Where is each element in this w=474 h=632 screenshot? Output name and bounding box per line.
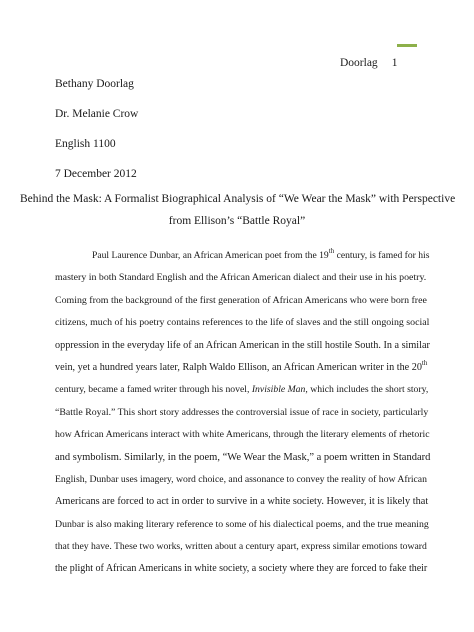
paragraph-line: and symbolism. Similarly, in the poem, “We Wear the Mask,” a poem written in Standard: [55, 451, 431, 463]
paragraph-line: [55, 245, 429, 267]
page-accent-bar: [397, 44, 417, 47]
superscript: th: [421, 358, 428, 367]
text-run: Paul Laurence Dunbar, an African American poet from the 19: [92, 250, 329, 261]
mla-heading: [55, 73, 138, 193]
essay-date: 7 December 2012: [55, 168, 137, 180]
student-name: Bethany Doorlag: [55, 78, 134, 90]
paragraph-line: “Battle Royal.” This short story addresses the controversial issue of race in society, particularly: [55, 406, 429, 418]
paragraph-line: [55, 379, 429, 401]
superscript: th: [328, 247, 335, 255]
text-run: , which includes the short story,: [305, 384, 429, 396]
paragraph-line: mastery in both Standard English and the African American dialect and their use in his poetry.: [55, 272, 427, 284]
title-line-2: from Ellison’s “Battle Royal”: [168, 215, 306, 227]
title-line-1: Behind the Mask: A Formalist Biographical Analysis of “We Wear the Mask” with Perspective: [20, 193, 456, 205]
paragraph-line: English, Dunbar uses imagery, word choice, and assonance to convey the reality of how African: [55, 473, 427, 485]
header-surname: Doorlag: [340, 57, 378, 69]
paragraph-line: citizens, much of his poetry contains references to the life of slaves and the still ongoing social: [55, 317, 430, 329]
essay-title: [20, 188, 454, 232]
text-run: century, is famed for his: [334, 250, 430, 261]
paragraph-line: the plight of African Americans in white society, a society where they are forced to fake their: [55, 563, 428, 575]
course-name: English 1100: [55, 138, 116, 150]
essay-paragraph: [55, 245, 429, 581]
paragraph-line: Americans are forced to act in order to survive in a white society. However, it is likely that: [55, 496, 429, 508]
paragraph-line: [55, 357, 429, 379]
paragraph-line: oppression in the everyday life of an African American in the still hostile South. In a similar: [55, 339, 430, 351]
paragraph-line: Coming from the background of the first generation of African Americans who were born free: [55, 294, 427, 306]
book-title-italic: Invisible Man: [251, 384, 306, 396]
paragraph-line: Dunbar is also making literary reference to some of his dialectical poems, and the true meaning: [55, 518, 429, 530]
text-run: vein, yet a hundred years later, Ralph Waldo Ellison, an African American writer in the 20: [55, 361, 422, 373]
instructor-name: Dr. Melanie Crow: [55, 108, 139, 120]
paragraph-line: how African Americans interact with white Americans, through the literary elements of rhetoric: [55, 429, 430, 441]
text-run: century, became a famed writer through his novel,: [55, 384, 252, 396]
running-header: [340, 57, 397, 69]
page-number: 1: [391, 57, 398, 69]
paragraph-line: that they have. These two works, written about a century apart, express similar emotions toward: [55, 541, 427, 553]
